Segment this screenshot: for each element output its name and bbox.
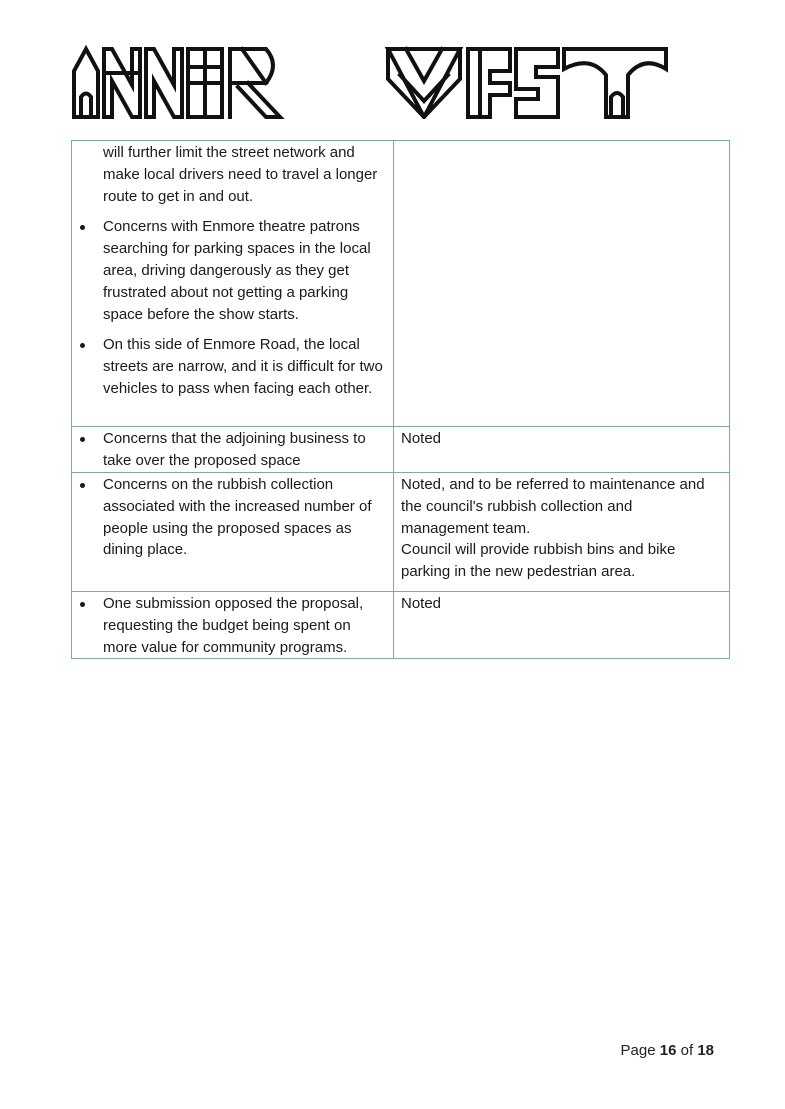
table-row <box>72 592 730 659</box>
concern-cell <box>72 427 394 473</box>
submissions-table <box>71 140 730 659</box>
page-number <box>621 1042 714 1059</box>
response-cell <box>394 592 730 659</box>
list-item: Concerns on the rubbish collection associated with the increased number of people using the proposed spaces as dining place. <box>103 474 389 561</box>
current-page: 16 <box>659 1042 677 1059</box>
list-item: Concerns with Enmore theatre patrons searching for parking spaces in the local area, driving dangerously as they get frustrated about not getting a parking space before the show starts. <box>103 216 389 325</box>
response-cell <box>394 427 730 473</box>
table-row <box>72 427 730 473</box>
list-item: will further limit the street network and make local drivers need to travel a longer route to get in and out. <box>103 144 378 205</box>
response-text: Noted <box>401 595 442 612</box>
list-item: One submission opposed the proposal, requesting the budget being spent on more value for community programs. <box>103 593 389 658</box>
table-row <box>72 473 730 592</box>
list-item: Concerns that the adjoining business to take over the proposed space <box>103 428 389 472</box>
concern-cell <box>72 473 394 592</box>
response-cell <box>394 141 730 427</box>
concern-list <box>72 592 393 658</box>
concern-list <box>72 427 393 472</box>
concern-cell <box>72 141 394 427</box>
concern-list <box>72 141 393 400</box>
concern-cell <box>72 592 394 659</box>
total-pages: 18 <box>697 1042 714 1059</box>
of-label: of <box>680 1042 694 1059</box>
page-label: Page <box>620 1042 656 1059</box>
inner-west-logo <box>70 45 668 119</box>
response-text: Noted <box>401 430 442 447</box>
response-text: Noted, and to be referred to maintenance and the council's rubbish collection and management team. <box>401 476 705 537</box>
response-cell <box>394 473 730 592</box>
list-item: On this side of Enmore Road, the local streets are narrow, and it is difficult for two vehicles to pass when facing each other. <box>103 334 389 399</box>
response-text: Council will provide rubbish bins and bike parking in the new pedestrian area. <box>401 541 676 581</box>
concern-list <box>72 473 393 561</box>
table-row <box>72 141 730 427</box>
